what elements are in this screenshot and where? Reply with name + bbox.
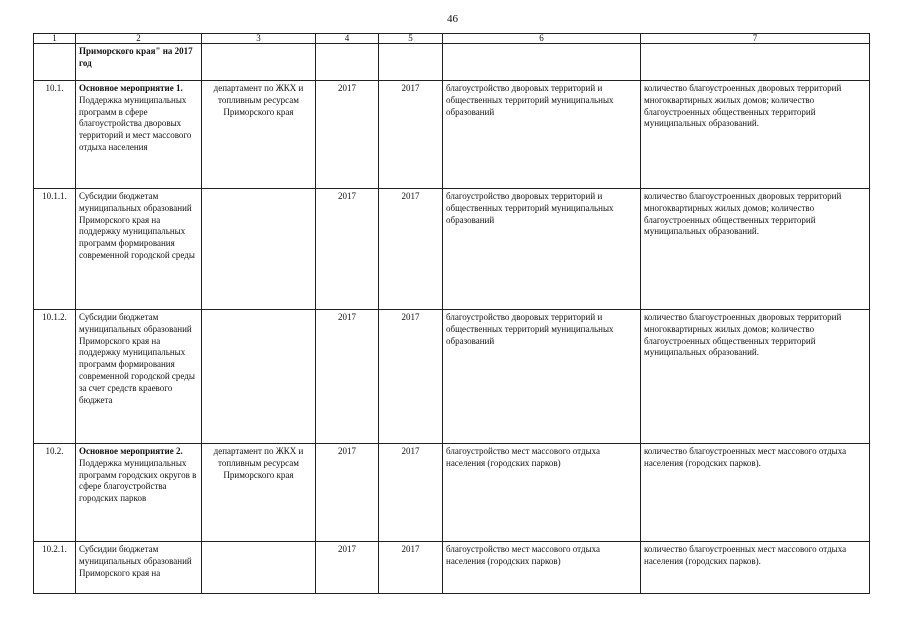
column-number: 6 — [443, 34, 641, 44]
executor: департамент по ЖКХ и топливным ресурсам Приморского края — [202, 444, 316, 542]
end-year — [379, 44, 443, 81]
row-number — [34, 44, 76, 81]
indicator — [641, 44, 870, 81]
measure-description: Субсидии бюджетам муниципальных образований Приморского края на поддержку муниципальных программ формирования современной городской среды — [79, 191, 195, 260]
measures-table — [33, 33, 870, 594]
expected-result: благоустройство мест массового отдыха населения (городских парков) — [443, 444, 641, 542]
expected-result: благоустройство мест массового отдыха населения (городских парков) — [443, 542, 641, 594]
executor: департамент по ЖКХ и топливным ресурсам Приморского края — [202, 81, 316, 189]
start-year: 2017 — [316, 81, 379, 189]
end-year: 2017 — [379, 81, 443, 189]
column-number-row — [34, 34, 870, 44]
table-row — [34, 310, 870, 444]
column-number: 3 — [202, 34, 316, 44]
end-year: 2017 — [379, 189, 443, 310]
expected-result: благоустройство дворовых территорий и общественных территорий муниципальных образований — [443, 310, 641, 444]
measure-name — [76, 542, 202, 594]
start-year: 2017 — [316, 444, 379, 542]
indicator: количество благоустроенных дворовых территорий многоквартирных жилых домов; количество благоустроенных общественных территорий муниципальных образований. — [641, 81, 870, 189]
executor — [202, 44, 316, 81]
indicator: количество благоустроенных мест массового отдыха населения (городских парков). — [641, 444, 870, 542]
start-year — [316, 44, 379, 81]
measure-heading: Приморского края" на 2017 год — [79, 46, 193, 68]
measure-name — [76, 81, 202, 189]
measure-name — [76, 189, 202, 310]
table-row — [34, 189, 870, 310]
measure-description: Субсидии бюджетам муниципальных образований Приморского края на — [79, 544, 192, 578]
measure-description: Поддержка муниципальных программ в сфере благоустройства дворовых территорий и мест массового отдыха населения — [79, 94, 192, 152]
column-number: 7 — [641, 34, 870, 44]
measure-name — [76, 310, 202, 444]
expected-result — [443, 44, 641, 81]
measure-description: Поддержка муниципальных программ городских округов в сфере благоустройства городских парков — [79, 457, 197, 504]
row-number: 10.1.2. — [34, 310, 76, 444]
column-number: 1 — [34, 34, 76, 44]
row-number: 10.2. — [34, 444, 76, 542]
end-year: 2017 — [379, 444, 443, 542]
table-row — [34, 542, 870, 594]
column-number: 5 — [379, 34, 443, 44]
executor — [202, 310, 316, 444]
expected-result: благоустройство дворовых территорий и общественных территорий муниципальных образований — [443, 81, 641, 189]
start-year: 2017 — [316, 542, 379, 594]
indicator: количество благоустроенных дворовых территорий многоквартирных жилых домов; количество благоустроенных общественных территорий муниципальных образований. — [641, 189, 870, 310]
page-number: 46 — [447, 13, 458, 25]
column-number: 4 — [316, 34, 379, 44]
table-row — [34, 44, 870, 81]
executor — [202, 189, 316, 310]
end-year: 2017 — [379, 542, 443, 594]
executor — [202, 542, 316, 594]
measure-name — [76, 444, 202, 542]
indicator: количество благоустроенных мест массового отдыха населения (городских парков). — [641, 542, 870, 594]
start-year: 2017 — [316, 310, 379, 444]
measure-heading: Основное мероприятие 2. — [79, 446, 183, 456]
table-row — [34, 81, 870, 189]
start-year: 2017 — [316, 189, 379, 310]
row-number: 10.1. — [34, 81, 76, 189]
column-number: 2 — [76, 34, 202, 44]
measure-name — [76, 44, 202, 81]
row-number: 10.1.1. — [34, 189, 76, 310]
indicator: количество благоустроенных дворовых территорий многоквартирных жилых домов; количество благоустроенных общественных территорий муниципальных образований. — [641, 310, 870, 444]
row-number: 10.2.1. — [34, 542, 76, 594]
end-year: 2017 — [379, 310, 443, 444]
measure-heading: Основное мероприятие 1. — [79, 83, 183, 93]
measure-description: Субсидии бюджетам муниципальных образований Приморского края на поддержку муниципальных программ формирования современной городской среды за счет средств краевого бюджета — [79, 312, 195, 405]
table-row — [34, 444, 870, 542]
expected-result: благоустройство дворовых территорий и общественных территорий муниципальных образований — [443, 189, 641, 310]
